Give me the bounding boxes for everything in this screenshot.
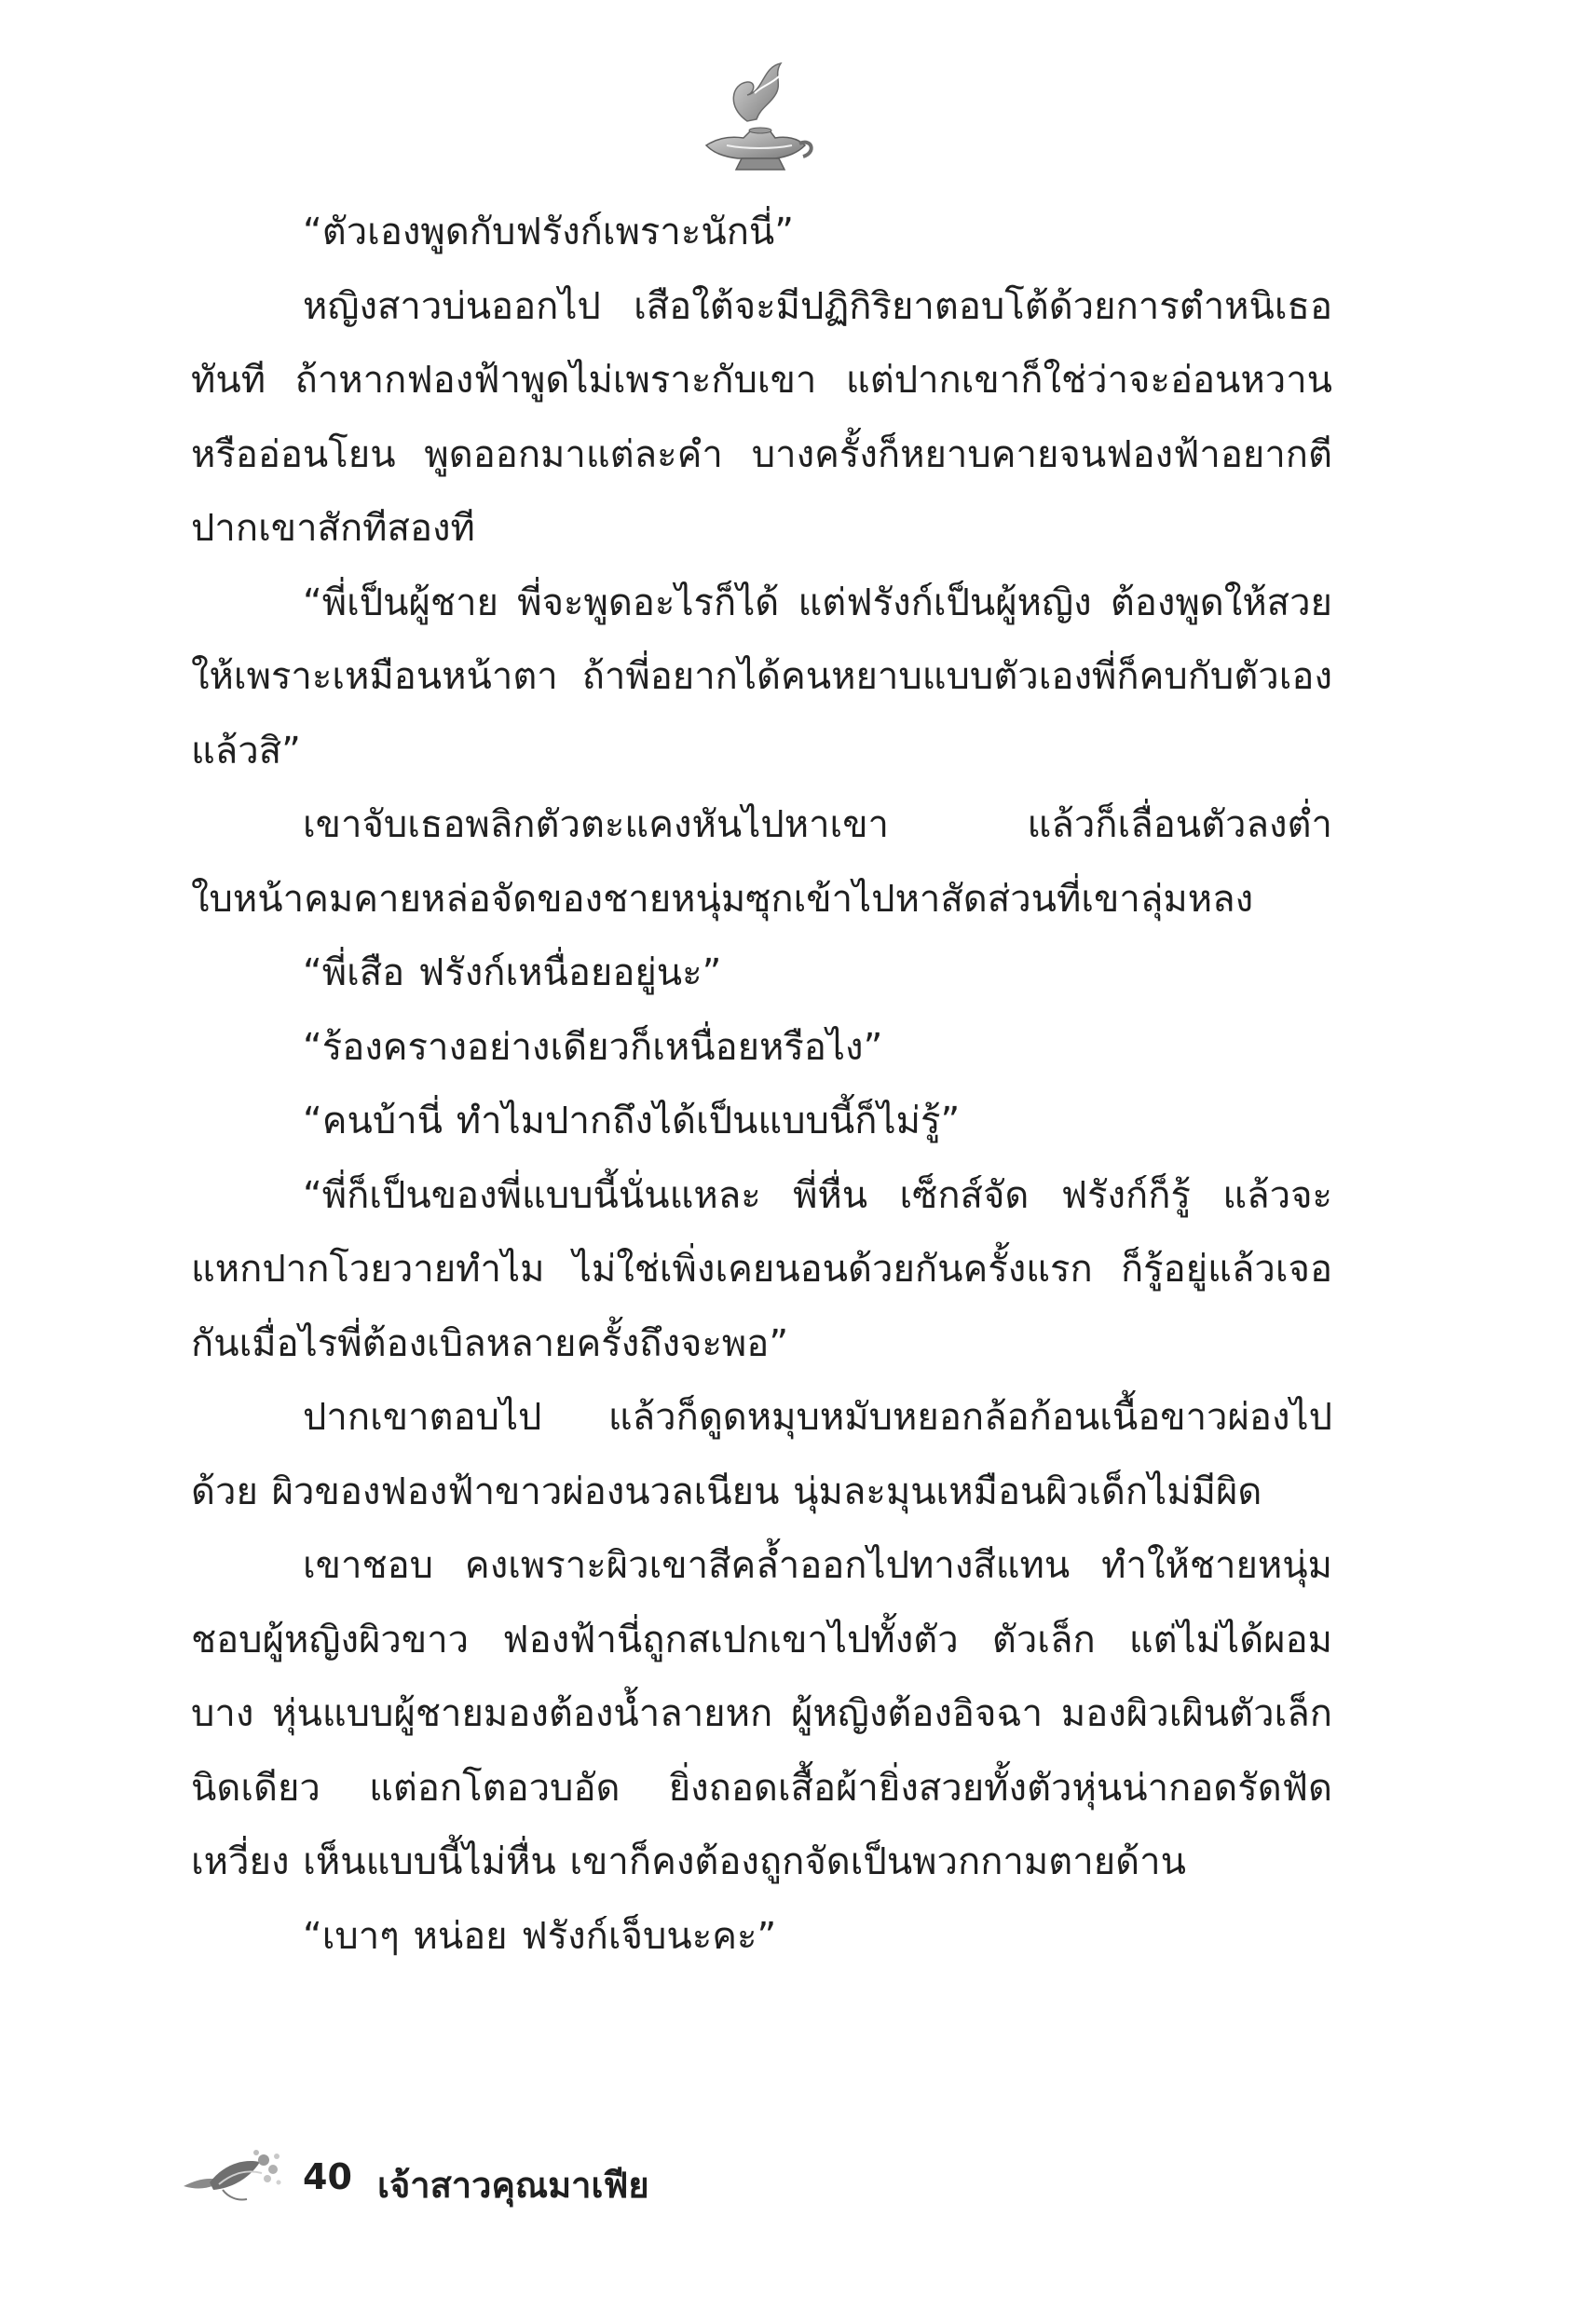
paragraph: หญิงสาวบ่นออกไป เสือใต้จะมีปฏิกิริยาตอบโต้ด้วยการตำหนิเธอทันที ถ้าหากฟองฟ้าพูดไม่เพราะกับเขา แต่ปากเขาก็ใช่ว่าจะอ่อนหวานหรืออ่อนโยน พูดออกมาแต่ละคำ บางครั้งก็หยาบคายจนฟองฟ้าอยากตีปากเขาสักทีสองที bbox=[191, 284, 1332, 550]
paragraph: “คนบ้านี่ ทำไมปากถึงได้เป็นแบบนี้ก็ไม่รู้” bbox=[303, 1100, 961, 1142]
genie-lamp-ornament-icon bbox=[689, 56, 820, 186]
book-title: เจ้าสาวคุณมาเฟีย bbox=[377, 2165, 649, 2206]
page-number: 40 bbox=[303, 2156, 352, 2197]
floral-ornament-icon bbox=[182, 2145, 284, 2210]
paragraph: เขาจับเธอพลิกตัวตะแคงหันไปหาเขา แล้วก็เลื่อนตัวลงต่ำ ใบหน้าคมคายหล่อจัดของชายหนุ่มซุกเข้าไปหาสัดส่วนที่เขาลุ่มหลง bbox=[191, 803, 1332, 921]
paragraph: “พี่เป็นผู้ชาย พี่จะพูดอะไรก็ได้ แต่ฟรังก์เป็นผู้หญิง ต้องพูดให้สวยให้เพราะเหมือนหน้าตา ถ้าพี่อยากได้คนหยาบแบบตัวเองพี่ก็คบกับตัวเองแล้วสิ” bbox=[191, 581, 1332, 773]
page-footer bbox=[182, 2143, 834, 2218]
paragraph: “พี่เสือ ฟรังก์เหนื่อยอยู่นะ” bbox=[303, 951, 722, 994]
chapter-body-text bbox=[191, 196, 1332, 1974]
paragraph: “ร้องครางอย่างเดียวก็เหนื่อยหรือไง” bbox=[303, 1025, 883, 1069]
paragraph: “พี่ก็เป็นของพี่แบบนี้นั่นแหละ พี่หื่น เซ็กส์จัด ฟรังก์ก็รู้ แล้วจะแหกปากโวยวายทำไม ไม่ใช่เพิ่งเคยนอนด้วยกันครั้งแรก ก็รู้อยู่แล้วเจอกันเมื่อไรพี่ต้องเบิลหลายครั้งถึงจะพอ” bbox=[191, 1173, 1332, 1365]
paragraph: “ตัวเองพูดกับฟรังก์เพราะนักนี่” bbox=[303, 211, 794, 253]
paragraph: ปากเขาตอบไป แล้วก็ดูดหมุบหมับหยอกล้อก้อนเนื้อขาวผ่องไปด้วย ผิวของฟองฟ้าขาวผ่องนวลเนียน นุ่มละมุนเหมือนผิวเด็กไม่มีผิด bbox=[191, 1396, 1332, 1513]
paragraph: เขาชอบ คงเพราะผิวเขาสีคล้ำออกไปทางสีแทน ทำให้ชายหนุ่มชอบผู้หญิงผิวขาว ฟองฟ้านี่ถูกสเปกเขาไปทั้งตัว ตัวเล็ก แต่ไม่ได้ผอมบาง หุ่นแบบผู้ชายมองต้องน้ำลายหก ผู้หญิงต้องอิจฉา มองผิวเผินตัวเล็กนิดเดียว แต่อกโตอวบอัด ยิ่งถอดเสื้อผ้ายิ่งสวยทั้งตัวหุ่นน่ากอดรัดฟัดเหวี่ยง เห็นแบบนี้ไม่หื่น เขาก็คงต้องถูกจัดเป็นพวกกามตายด้าน bbox=[191, 1544, 1332, 1883]
paragraph: “เบาๆ หน่อย ฟรังก์เจ็บนะคะ” bbox=[303, 1914, 777, 1958]
